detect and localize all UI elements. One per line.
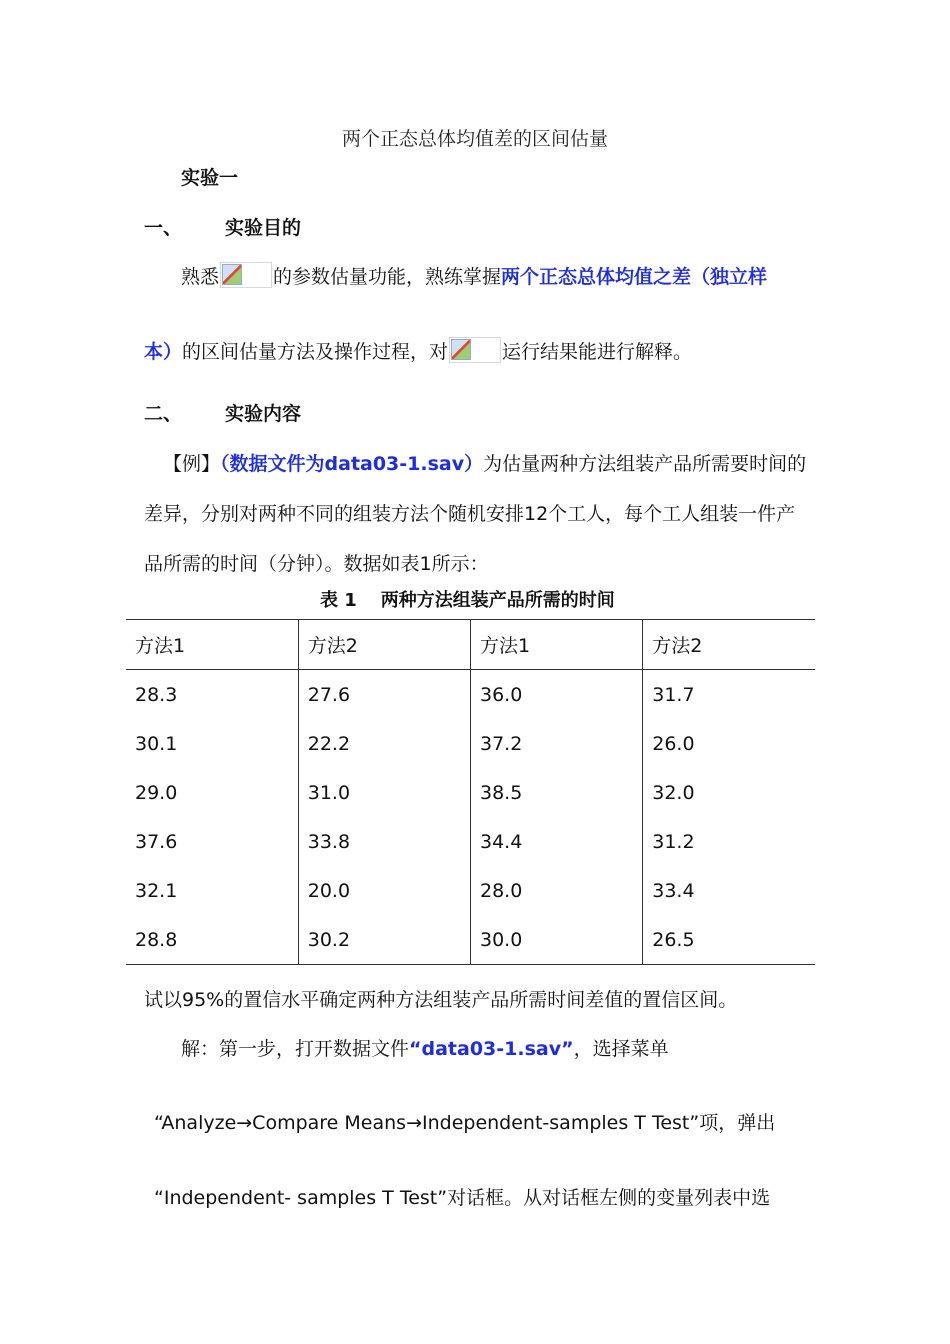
table-row	[126, 817, 815, 866]
table-cell: 26.0	[643, 719, 815, 768]
table-header-cell: 方法2	[643, 620, 815, 670]
table-cell: 37.6	[135, 830, 178, 853]
table-cell: 28.0	[471, 866, 643, 915]
table-header-row	[126, 620, 815, 670]
experiment-heading: 实验一	[181, 167, 239, 189]
table-row	[126, 670, 815, 720]
purpose-highlight-1: 两个正态总体均值之差（独立样	[501, 266, 768, 288]
table-cell: 33.8	[298, 817, 470, 866]
solution-line-1	[181, 1034, 669, 1061]
example-text-1: 为估量两种方法组装产品所需要时间的	[483, 453, 807, 475]
table-cell: 31.7	[643, 670, 815, 720]
purpose-highlight-2: 本）	[144, 341, 183, 363]
section-2-number: 二、	[144, 403, 183, 425]
table-cell: 33.4	[643, 866, 815, 915]
table-row	[126, 768, 815, 817]
table-cell: 30.2	[298, 915, 470, 965]
purpose-line-1	[181, 262, 767, 289]
solution-text-2: ，选择菜单	[573, 1038, 669, 1060]
table-row	[126, 866, 815, 915]
section-1-title: 实验目的	[225, 217, 302, 239]
example-data-file: （数据文件为data03-1.sav）	[220, 453, 484, 475]
table-cell: 30.0	[471, 915, 643, 965]
table-cell: 22.2	[298, 719, 470, 768]
purpose-text-2: 的参数估量功能，熟练掌握	[273, 266, 502, 288]
purpose-line-2	[144, 337, 692, 364]
example-line-3: 品所需的时间（分钟）。数据如表1所示：	[144, 553, 489, 575]
table-caption-number: 表 1	[320, 590, 357, 611]
example-line-2: 差异，分别对两种不同的组装方法个随机安排12个工人，每个工人组装一件产	[144, 503, 796, 525]
table-cell: 32.1	[135, 879, 178, 902]
table-header-cell: 方法2	[298, 620, 470, 670]
table-header-cell: 方法1	[471, 620, 643, 670]
table-header-cell: 方法1	[126, 620, 298, 670]
table-caption	[320, 586, 615, 612]
table-cell: 26.5	[643, 915, 815, 965]
section-2-title: 实验内容	[225, 403, 302, 425]
solution-line-3: “Independent- samples T Test”对话框。从对话框左侧的变量列表中选	[154, 1187, 771, 1209]
table-cell: 31.0	[298, 768, 470, 817]
solution-data-file: “data03-1.sav”	[409, 1038, 574, 1060]
table-caption-text: 两种方法组装产品所需的时间	[380, 590, 615, 611]
table-cell: 31.2	[643, 817, 815, 866]
broken-image-icon	[220, 262, 272, 288]
table-cell: 34.4	[471, 817, 643, 866]
section-1-number: 一、	[144, 217, 183, 239]
table-cell: 29.0	[135, 781, 178, 804]
question-text: 试以95%的置信水平确定两种方法组装产品所需时间差值的置信区间。	[144, 989, 738, 1011]
purpose-text-1: 熟悉	[181, 266, 220, 288]
table-cell: 32.0	[643, 768, 815, 817]
table-cell: 36.0	[471, 670, 643, 720]
example-bracket: 【例】	[163, 453, 221, 475]
table-row	[126, 719, 815, 768]
assembly-time-table	[126, 619, 815, 965]
example-line-1	[163, 449, 806, 476]
table-cell: 28.8	[135, 928, 178, 951]
purpose-text-4: 运行结果能进行解释。	[502, 341, 693, 363]
table-cell: 27.6	[298, 670, 470, 720]
table-cell: 30.1	[135, 732, 178, 755]
purpose-text-3: 的区间估量方法及操作过程，对	[182, 341, 449, 363]
solution-line-2: “Analyze→Compare Means→Independent-samples T Test”项，弹出	[154, 1112, 776, 1134]
table-row	[126, 915, 815, 965]
table-cell: 37.2	[471, 719, 643, 768]
document-title: 两个正态总体均值差的区间估量	[341, 128, 608, 150]
broken-image-icon	[449, 337, 501, 363]
table-cell: 38.5	[471, 768, 643, 817]
table-cell: 28.3	[135, 683, 178, 706]
solution-text-1: 解：第一步，打开数据文件	[181, 1038, 410, 1060]
table-cell: 20.0	[298, 866, 470, 915]
